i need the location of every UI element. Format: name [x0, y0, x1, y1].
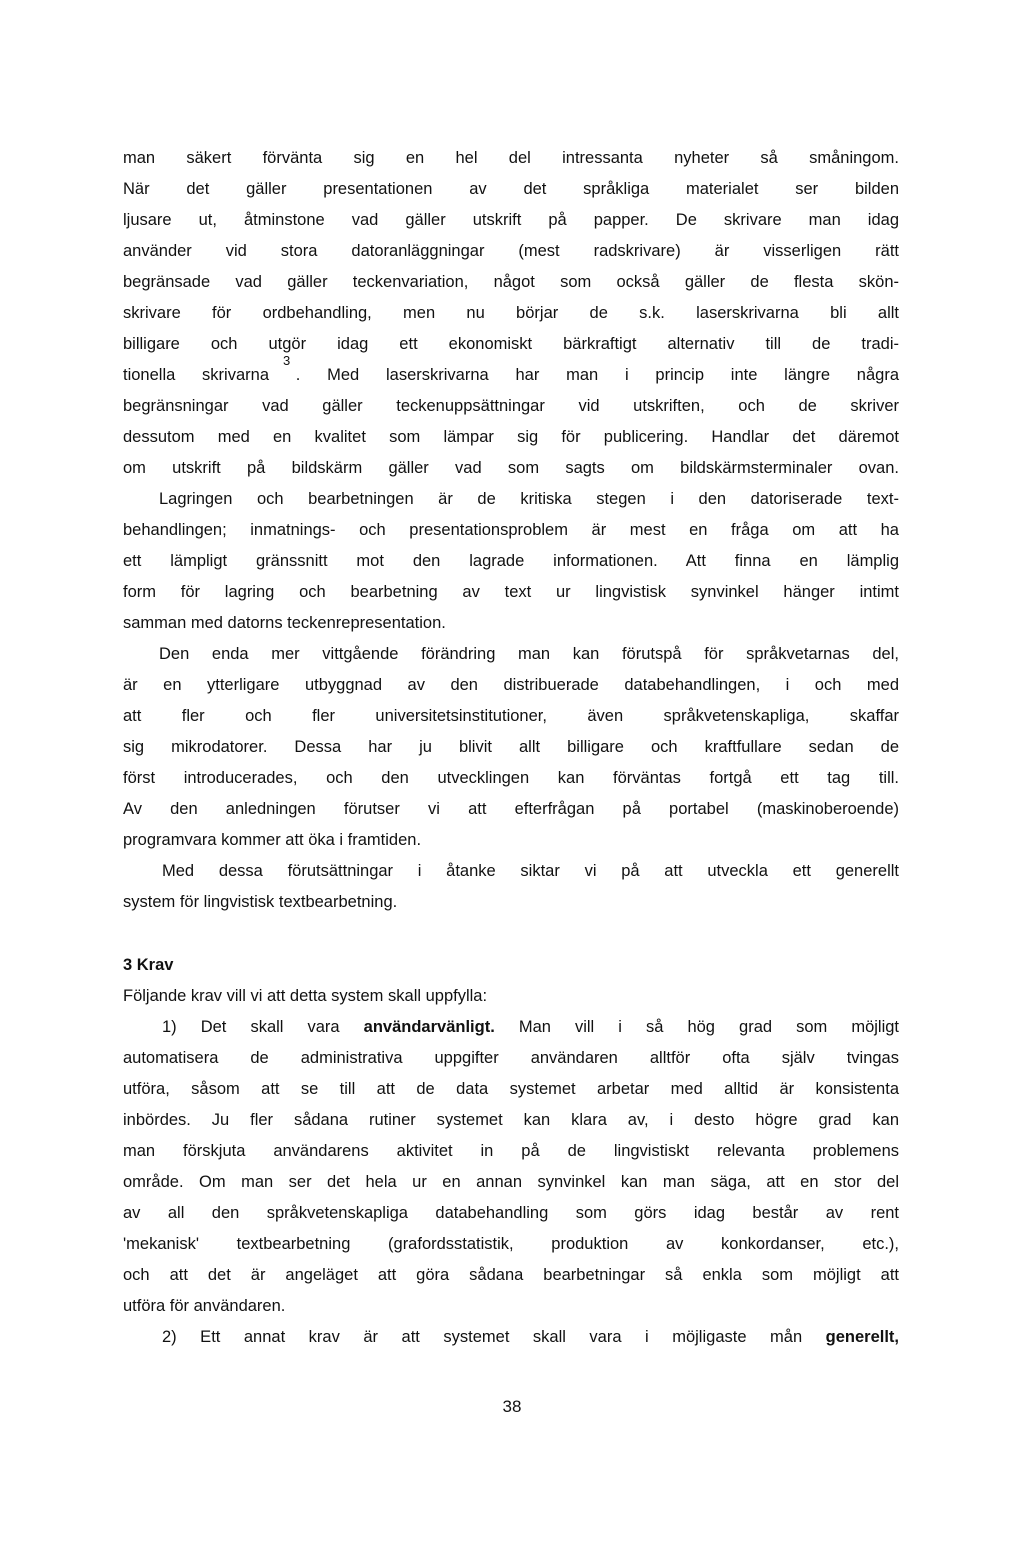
- body-text-line: utföra, såsom att se till att de data systemet arbetar med alltid är konsistenta: [123, 1080, 899, 1098]
- body-text-line: skrivare för ordbehandling, men nu börjar de s.k. laserskrivarna bli allt: [123, 304, 899, 322]
- body-text-line: Den enda mer vittgående förändring man kan förutspå för språkvetarnas del,: [159, 645, 899, 663]
- body-text-line: form för lagring och bearbetning av text ur lingvistisk synvinkel hänger intimt: [123, 583, 899, 601]
- body-text-line: Följande krav vill vi att detta system skall uppfylla:: [123, 987, 488, 1005]
- footnote-marker: 3: [283, 353, 291, 368]
- body-text-line: att fler och fler universitetsinstitutioner, även språkvetenskapliga, skaffar: [123, 707, 899, 725]
- body-text-line: använder vid stora datoranläggningar (mest radskrivare) är visserligen rätt: [123, 242, 899, 260]
- body-text-line: område. Om man ser det hela ur en annan synvinkel kan man säga, att en stor del: [123, 1173, 899, 1191]
- body-text-line: ljusare ut, åtminstone vad gäller utskrift på papper. De skrivare man idag: [123, 211, 899, 229]
- body-text-line: man förskjuta användarens aktivitet in på de lingvistiskt relevanta problemens: [123, 1142, 899, 1160]
- body-text-line: system för lingvistisk textbearbetning.: [123, 893, 398, 911]
- body-text-line: billigare och utgör idag ett ekonomiskt bärkraftigt alternativ till de tradi-: [123, 335, 899, 353]
- body-text-line: Med dessa förutsättningar i åtanke siktar vi på att utveckla ett generellt: [162, 862, 899, 880]
- emphasis-text: användarvänligt.: [363, 1018, 495, 1036]
- body-text-line: utföra för användaren.: [123, 1297, 286, 1315]
- body-text-line: först introducerades, och den utvecklingen kan förväntas fortgå ett tag till.: [123, 769, 899, 787]
- list-item-text: Man vill i så hög grad som möjligt: [494, 1018, 900, 1036]
- emphasis-text: generellt,: [825, 1328, 899, 1346]
- body-text-line: 'mekanisk' textbearbetning (grafordsstatistik, produktion av konkordanser, etc.),: [123, 1235, 899, 1253]
- page-number: 38: [502, 1397, 522, 1416]
- body-text-line: automatisera de administrativa uppgifter användaren alltför ofta själv tvingas: [123, 1049, 899, 1067]
- body-text-line: Av den anledningen förutser vi att efterfrågan på portabel (maskinoberoende): [123, 800, 899, 818]
- body-text-line: ett lämpligt gränssnitt mot den lagrade informationen. Att finna en lämplig: [123, 552, 899, 570]
- body-text-line: man säkert förvänta sig en hel del intressanta nyheter så småningom.: [123, 149, 899, 167]
- body-text-line: tionella skrivarna . Med laserskrivarna har man i princip inte längre några: [123, 366, 899, 384]
- body-text-line: Lagringen och bearbetningen är de kritiska stegen i den datoriserade text-: [159, 490, 899, 508]
- section-heading: 3 Krav: [123, 956, 174, 974]
- body-text-line: av all den språkvetenskapliga databehandling som görs idag består av rent: [123, 1204, 899, 1222]
- list-item-text: 2) Ett annat krav är att systemet skall vara i möjligaste mån: [162, 1328, 826, 1346]
- body-text-line: dessutom med en kvalitet som lämpar sig för publicering. Handlar det däremot: [123, 428, 899, 446]
- list-item-text: 1) Det skall vara: [162, 1018, 364, 1036]
- body-text-line: samman med datorns teckenrepresentation.: [123, 614, 446, 632]
- body-text-line: och att det är angeläget att göra sådana bearbetningar så enkla som möjligt att: [123, 1266, 899, 1284]
- body-text-line: är en ytterligare utbyggnad av den distribuerade databehandlingen, i och med: [123, 676, 899, 694]
- list-item-line: [162, 1327, 899, 1347]
- body-text-line: När det gäller presentationen av det språkliga materialet ser bilden: [123, 180, 899, 198]
- body-text-line: om utskrift på bildskärm gäller vad som sagts om bildskärmsterminaler ovan.: [123, 459, 899, 477]
- body-text-line: sig mikrodatorer. Dessa har ju blivit allt billigare och kraftfullare sedan de: [123, 738, 899, 756]
- body-text-line: begränsningar vad gäller teckenuppsättningar vid utskriften, och de skriver: [123, 397, 899, 415]
- body-text-line: programvara kommer att öka i framtiden.: [123, 831, 422, 849]
- list-item-line: [162, 1017, 899, 1037]
- body-text-line: behandlingen; inmatnings- och presentationsproblem är mest en fråga om att ha: [123, 521, 899, 539]
- body-text-line: inbördes. Ju fler sådana rutiner systemet kan klara av, i desto högre grad kan: [123, 1111, 899, 1129]
- body-text-line: begränsade vad gäller teckenvariation, något som också gäller de flesta skön-: [123, 273, 899, 291]
